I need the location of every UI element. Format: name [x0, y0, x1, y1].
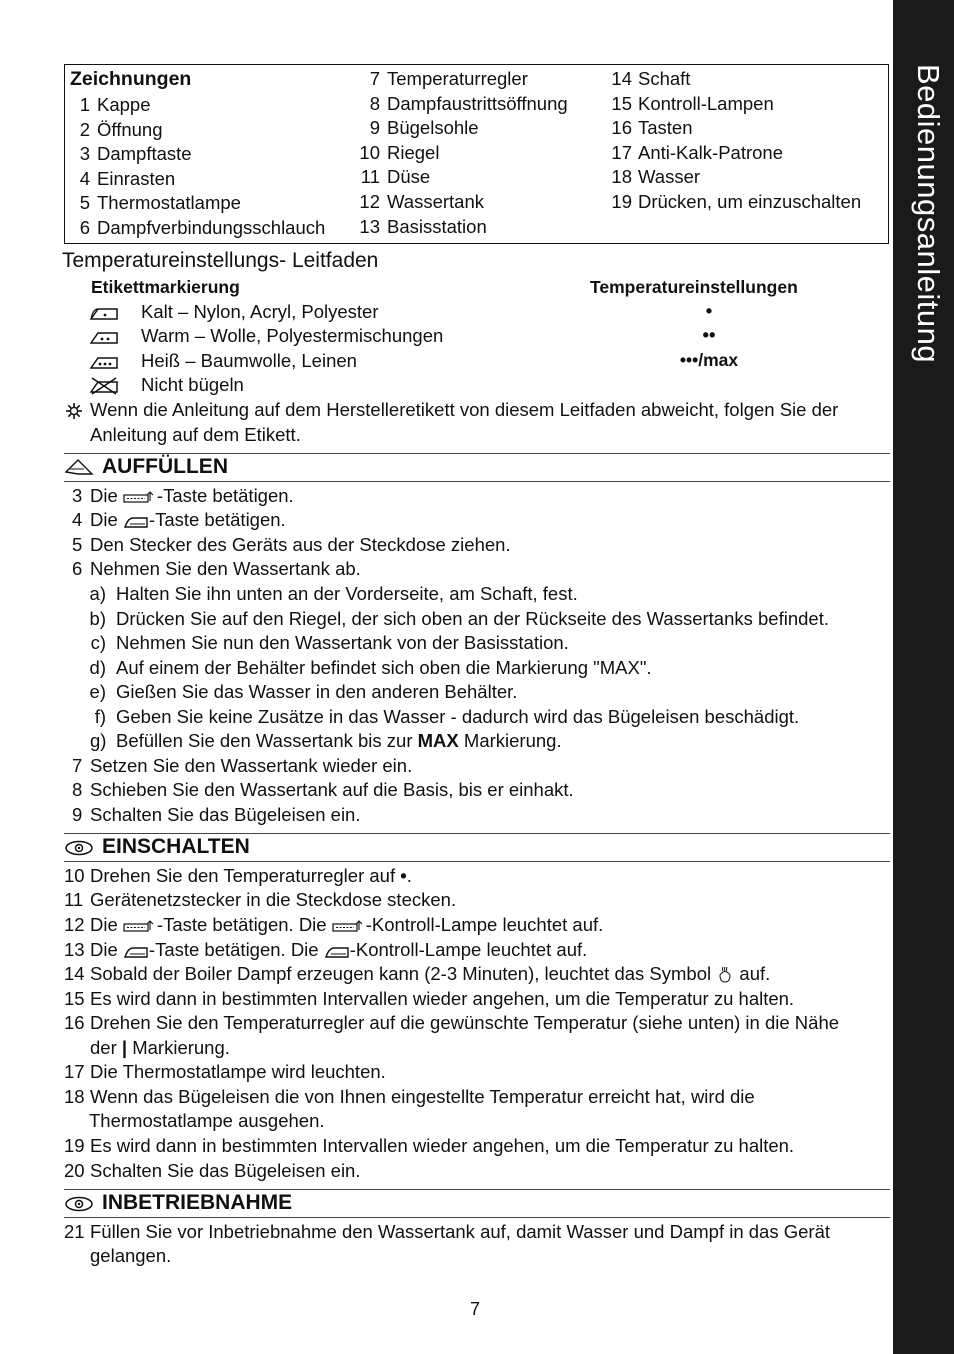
item-number: 19 [611, 191, 632, 212]
step-21-cont: gelangen. [90, 1245, 172, 1266]
temp-col-setting: Temperatureinstellungen [590, 277, 798, 297]
iron-button-icon [123, 513, 149, 529]
item-number: 18 [611, 166, 632, 188]
item-number: 1 [79, 94, 90, 115]
step-15: Es wird dann in bestimmten Intervallen wieder angehen, um die Temperatur zu halten. [90, 988, 795, 1009]
item-label: Tasten [638, 117, 693, 139]
item-number: d) [89, 656, 106, 678]
step-number: 5 [72, 534, 83, 555]
step-number: 10 [64, 865, 85, 886]
fill-icon [64, 458, 94, 478]
item-number: 9 [369, 117, 380, 139]
step-16: Drehen Sie den Temperaturregler auf die gewünschte Temperatur (siehe unten) in die Nähe [90, 1012, 840, 1033]
step-5: Den Stecker des Geräts aus der Steckdose ziehen. [90, 534, 511, 555]
item-number: 5 [79, 192, 90, 214]
step-17: Die Thermostatlampe wird leuchten. [90, 1061, 386, 1082]
startup-section-header [64, 1189, 890, 1218]
eye-icon [64, 1194, 94, 1214]
drawings-title: Zeichnungen [70, 68, 192, 90]
item-number: 3 [79, 143, 90, 165]
steam-ready-icon [716, 966, 734, 984]
item-label: Temperaturregler [387, 68, 528, 89]
step-9: Schalten Sie das Bügeleisen ein. [90, 804, 361, 825]
step-number: 19 [64, 1135, 85, 1156]
iron-button-icon [123, 943, 149, 959]
eye-icon [64, 838, 94, 858]
caution-star-icon [65, 402, 83, 420]
step-number: 16 [64, 1012, 85, 1033]
item-label: Kontroll-Lampen [638, 92, 774, 114]
step-number: 20 [64, 1160, 85, 1181]
page-number: 7 [470, 1299, 481, 1319]
temp-row-setting: • [705, 300, 713, 321]
temp-row-setting: •• [702, 324, 716, 345]
item-label: Schaft [638, 68, 691, 89]
step-number: 17 [64, 1061, 85, 1082]
item-label: Thermostatlampe [97, 192, 241, 214]
temp-row-label: Warm – Wolle, Polyestermischungen [141, 325, 444, 346]
step-18: Wenn das Bügeleisen die von Ihnen eingestellte Temperatur erreicht hat, wird die [90, 1086, 755, 1107]
step-number: 6 [72, 558, 83, 579]
substep-g: Befüllen Sie den Wassertank bis zur MAX Markierung. [116, 730, 562, 751]
item-number: e) [89, 681, 106, 703]
step-number: 14 [64, 963, 85, 984]
iron-one-dot-icon [88, 305, 120, 321]
step-number: 12 [64, 914, 85, 935]
step-21: Füllen Sie vor Inbetriebnahme den Wassertank auf, damit Wasser und Dampf in das Gerät [90, 1221, 831, 1242]
item-label: Wasser [638, 166, 701, 188]
temp-row-label: Kalt – Nylon, Acryl, Polyester [141, 301, 379, 322]
step-20: Schalten Sie das Bügeleisen ein. [90, 1160, 361, 1181]
temp-col-label: Etikettmarkierung [91, 277, 240, 297]
item-number: f) [94, 706, 106, 727]
temp-note-cont: Anleitung auf dem Etikett. [90, 424, 301, 445]
item-label: Drücken Sie auf den Riegel, der sich oben an der Rückseite des Wassertanks befindet. [116, 607, 829, 629]
item-label: Kappe [97, 94, 151, 115]
step-3: Die -Taste betätigen. [90, 485, 294, 506]
step-14: Sobald der Boiler Dampf erzeugen kann (2-3 Minuten), leuchtet das Symbol auf. [90, 963, 771, 984]
item-label: Auf einem der Behälter befindet sich oben die Markierung "MAX". [116, 656, 652, 678]
step-13: Die -Taste betätigen. Die -Kontroll-Lampe leuchtet auf. [90, 939, 588, 960]
item-number: 2 [79, 118, 90, 140]
item-number: 15 [611, 92, 632, 114]
switch-on-title: EINSCHALTEN [102, 835, 250, 858]
step-8: Schieben Sie den Wassertank auf die Basis, bis er einhakt. [90, 779, 574, 800]
steam-button-icon [123, 490, 157, 504]
fill-section-header [64, 453, 890, 482]
steam-lamp-icon [332, 919, 366, 933]
step-number: 8 [72, 779, 83, 800]
step-16-cont: der | Markierung. [90, 1037, 230, 1058]
step-number: 21 [64, 1221, 85, 1242]
item-number: 6 [79, 217, 90, 238]
item-number: 14 [611, 68, 632, 89]
item-label: Riegel [387, 141, 440, 163]
step-6: Nehmen Sie den Wassertank ab. [90, 558, 361, 579]
item-number: b) [89, 607, 106, 629]
item-number: 12 [359, 191, 380, 212]
substep-number: g) [90, 730, 107, 751]
fill-title: AUFFÜLLEN [102, 455, 228, 478]
step-18-cont: Thermostatlampe ausgehen. [89, 1110, 325, 1131]
item-number: a) [89, 583, 106, 604]
step-number: 3 [72, 485, 83, 506]
item-number: 13 [359, 215, 380, 237]
step-number: 18 [64, 1086, 85, 1107]
step-4: Die -Taste betätigen. [90, 509, 286, 530]
item-label: Dampftaste [97, 143, 192, 165]
item-label: Wassertank [387, 191, 484, 212]
steam-button-icon [123, 919, 157, 933]
item-label: Anti-Kalk-Patrone [638, 141, 783, 163]
item-label: Basisstation [387, 215, 487, 237]
item-number: 11 [360, 166, 380, 188]
item-label: Dampfaustrittsöffnung [387, 92, 568, 114]
item-number: 8 [369, 92, 380, 114]
step-10: Drehen Sie den Temperaturregler auf •. [90, 865, 412, 886]
step-19: Es wird dann in bestimmten Intervallen wieder angehen, um die Temperatur zu halten. [90, 1135, 795, 1156]
item-label: Dampfverbindungsschlauch [97, 217, 326, 238]
switch-on-section-header [64, 833, 890, 862]
item-label: Gießen Sie das Wasser in den anderen Behälter. [116, 681, 518, 703]
step-number: 7 [72, 755, 83, 776]
sidebar-title: Bedienungsanleitung [911, 64, 946, 364]
item-label: Halten Sie ihn unten an der Vorderseite, am Schaft, fest. [116, 583, 578, 604]
iron-three-dots-icon [88, 354, 120, 370]
item-label: Einrasten [97, 167, 176, 189]
step-11: Gerätenetzstecker in die Steckdose stecken. [90, 889, 457, 910]
temp-guide-title: Temperatureinstellungs- Leitfaden [62, 249, 379, 272]
temp-note: Wenn die Anleitung auf dem Herstelleretikett von diesem Leitfaden abweicht, folgen Sie der [90, 399, 839, 420]
item-label: Öffnung [97, 118, 163, 140]
item-number: c) [90, 632, 106, 654]
step-7: Setzen Sie den Wassertank wieder ein. [90, 755, 413, 776]
item-number: 16 [611, 117, 632, 139]
item-number: 4 [79, 167, 90, 189]
temp-row-setting: •••/max [679, 350, 739, 370]
item-number: 17 [611, 141, 632, 163]
item-label: Düse [387, 166, 431, 188]
iron-two-dots-icon [88, 329, 120, 345]
startup-title: INBETRIEBNAHME [102, 1191, 293, 1214]
step-number: 13 [64, 939, 85, 960]
item-number: 10 [359, 141, 380, 163]
item-number: 7 [369, 68, 380, 89]
temp-row-label: Nicht bügeln [141, 374, 244, 395]
step-number: 15 [64, 988, 85, 1009]
step-12: Die -Taste betätigen. Die -Kontroll-Lampe leuchtet auf. [90, 914, 604, 935]
item-label: Drücken, um einzuschalten [638, 191, 862, 212]
iron-lamp-icon [324, 943, 350, 959]
item-label: Bügelsohle [387, 117, 479, 139]
item-label: Geben Sie keine Zusätze in das Wasser - dadurch wird das Bügeleisen beschädigt. [116, 706, 800, 727]
step-number: 9 [72, 804, 83, 825]
item-label: Nehmen Sie nun den Wassertank von der Basisstation. [116, 632, 569, 654]
temp-row-label: Heiß – Baumwolle, Leinen [141, 350, 357, 371]
step-number: 11 [64, 889, 84, 910]
do-not-iron-icon [88, 377, 120, 395]
step-number: 4 [72, 509, 83, 530]
